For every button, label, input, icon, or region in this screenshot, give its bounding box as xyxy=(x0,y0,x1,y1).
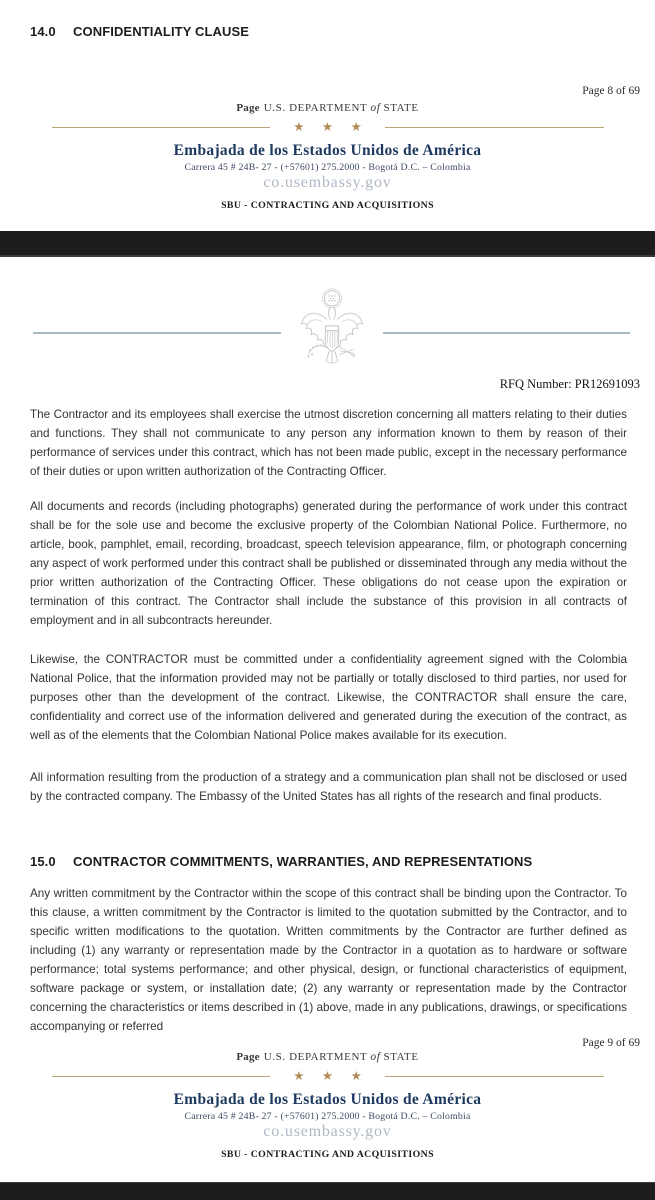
star-divider xyxy=(52,121,604,134)
star-divider xyxy=(52,1070,604,1083)
page-break-bar-top xyxy=(0,231,655,257)
department-of-state-line xyxy=(0,1051,655,1063)
seal-divider-line-right xyxy=(383,332,631,334)
dept-prefix: Page xyxy=(236,102,260,114)
section-number: 15.0 xyxy=(30,854,56,869)
star-divider-icon: ★ ★ ★ xyxy=(293,120,369,134)
embassy-title: Embajada de los Estados Unidos de América xyxy=(173,141,482,159)
dept-of: of xyxy=(370,1051,381,1063)
body-paragraph: All documents and records (including photographs) generated during the performance of work under this contract shall be for the sole use and become the exclusive property of the Colombian National Police. Furthermore, no article, book, pamphlet, email, recording, broadcast, speech television appearance, film, or photograph concerning any aspect of work performed under this contract shall be published or disseminated through any media without the prior written authorization of the Contracting Officer. These obligations do not cease upon the expiration or termination of this contract. The Contractor shall include the substance of this provision in all contracts of employment and in all subcontracts hereunder. xyxy=(30,500,627,627)
embassy-website: co.usembassy.gov xyxy=(263,173,392,191)
great-seal-eagle-icon xyxy=(294,287,370,379)
body-paragraph: The Contractor and its employees shall exercise the utmost discretion concerning all matters relating to their duties and functions. They shall not communicate to any person any information known to them by reason of their performance of services under this contract, which has not been made public, except in the necessary performance of their duties or upon written authorization of the Contracting Officer. xyxy=(30,408,627,478)
divider-line-right xyxy=(385,127,604,128)
rfq-number: RFQ Number: PR12691093 xyxy=(499,377,640,391)
dept-state: STATE xyxy=(383,1051,419,1063)
embassy-website: co.usembassy.gov xyxy=(263,1122,392,1140)
divider-line-left xyxy=(52,1076,271,1077)
divider-line-right xyxy=(385,1076,604,1077)
section-heading-14 xyxy=(30,24,249,39)
dept-prefix: Page xyxy=(236,1051,260,1063)
embassy-address: Carrera 45 # 24B- 27 - (+57601) 275.2000 - Bogotá D.C. – Colombia xyxy=(184,161,471,173)
body-paragraph: All information resulting from the production of a strategy and a communication plan shall not be disclosed or used by the contracted company. The Embassy of the United States has all rights of the research and final products. xyxy=(30,771,627,803)
embassy-footer xyxy=(0,1051,655,1160)
body-paragraph: Any written commitment by the Contractor within the scope of this contract shall be binding upon the Contractor. To this clause, a written commitment by the Contractor is limited to the quotation submitted by the Contractor, and to specific written modifications to the quotation. Written commitments by the Contractor are further defined as including (1) any warranty or representation made by the Contractor in a quotation as to hardware or software performance; total systems performance; and other physical, design, or functional characteristics of equipment, software package or system, or installation date; (2) any warranty or representation made by the Contractor concerning the characteristics or items described in (1) above, made in any publications, drawings, or specifications accompanying or referred xyxy=(30,887,628,1033)
star-divider-icon: ★ ★ ★ xyxy=(293,1069,369,1083)
section-title: CONFIDENTIALITY CLAUSE xyxy=(73,24,250,39)
dept-state: STATE xyxy=(383,102,419,114)
embassy-address: Carrera 45 # 24B- 27 - (+57601) 275.2000 - Bogotá D.C. – Colombia xyxy=(184,1110,471,1122)
department-of-state-line xyxy=(0,102,655,114)
body-paragraph: Likewise, the CONTRACTOR must be committed under a confidentiality agreement signed with the Colombia National Police, that the information provided may not be partially or totally disclosed to third parties, nor used for purposes other than the development of the contract. Likewise, the CONTRACTOR shall ensure the care, confidentiality and correct use of the information delivered and generated during the execution of the contract, as well as of the elements that the Colombian National Police makes available for its execution. xyxy=(30,653,627,742)
seal-divider-row xyxy=(0,287,655,379)
page-number-label-9: Page 9 of 69 xyxy=(582,1037,640,1049)
embassy-header xyxy=(0,102,655,211)
section-heading-15 xyxy=(30,854,630,869)
dept-name: U.S. DEPARTMENT xyxy=(263,102,368,114)
section-title: CONTRACTOR COMMITMENTS, WARRANTIES, AND REPRESENTATIONS xyxy=(73,854,533,869)
sbu-contracting-line: SBU - CONTRACTING AND ACQUISITIONS xyxy=(221,1148,434,1160)
seal-divider-line-left xyxy=(33,332,281,334)
divider-line-left xyxy=(52,127,271,128)
section-number: 14.0 xyxy=(30,24,56,39)
page-number-label-8: Page 8 of 69 xyxy=(582,85,640,97)
dept-name: U.S. DEPARTMENT xyxy=(263,1051,368,1063)
sbu-contracting-line: SBU - CONTRACTING AND ACQUISITIONS xyxy=(221,199,434,211)
page-break-bar-bottom xyxy=(0,1182,655,1200)
dept-of: of xyxy=(370,102,381,114)
embassy-title: Embajada de los Estados Unidos de América xyxy=(173,1090,482,1108)
